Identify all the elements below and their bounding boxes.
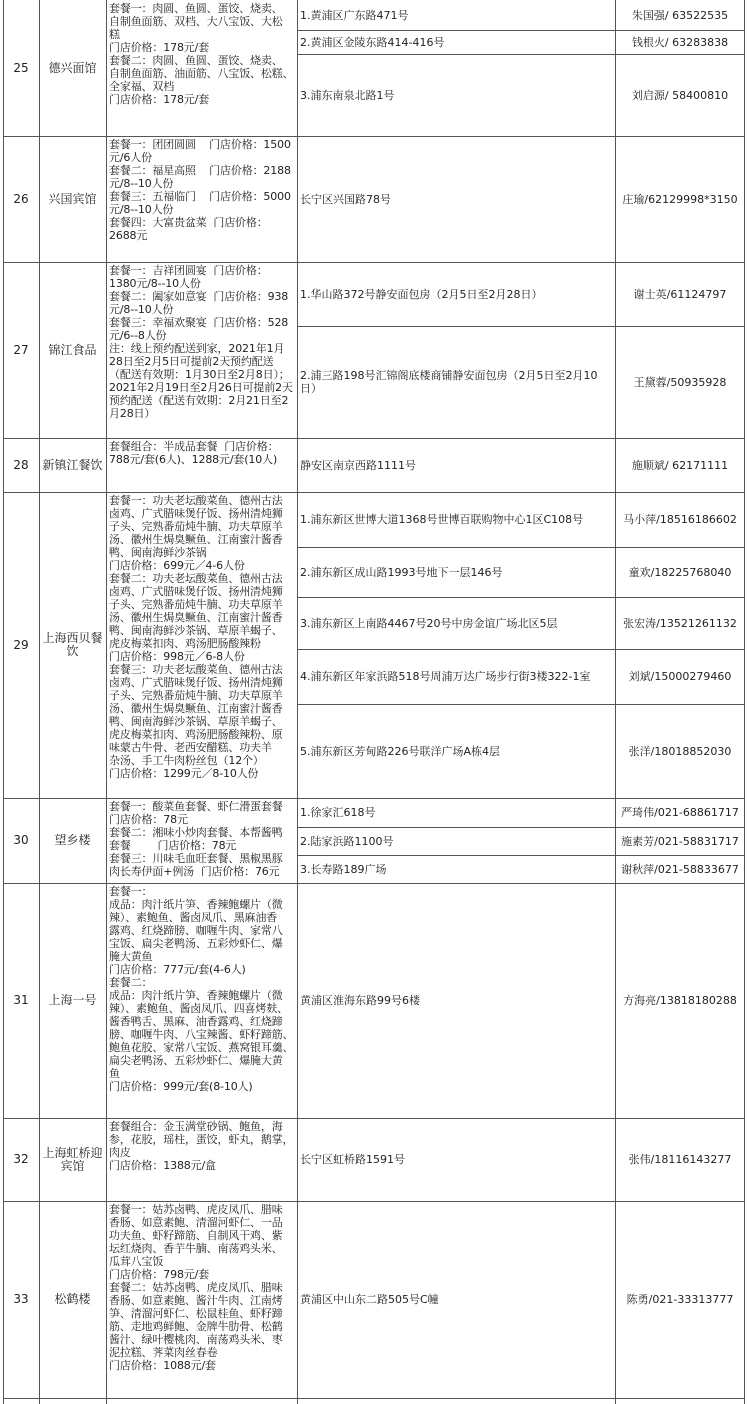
row-number: 26 [13, 191, 29, 206]
restaurant-name: 望乡楼 [54, 833, 91, 847]
restaurant-name: 上海西贝餐饮 [42, 631, 103, 658]
store-contact: 朱国强/ 63522535 [631, 8, 729, 22]
restaurant-name: 新镇江餐饮 [42, 457, 103, 472]
store-contact: 庄瑜/62129998*3150 [622, 192, 738, 206]
package-description: 套餐一：姑苏卤鸭、虎皮凤爪、腊味 香肠、如意素鲍、清溜河虾仁、一品 功夫鱼、虾籽蹄筋、自制风干鸡、紫 坛红烧肉、香芋牛腩、南荡鸡头米、 瓜茸八宝饭 门店价格：798元/套 套餐二：姑苏卤鸭、虎皮凤爪、腊味 香肠、如意素鲍、酱汁牛肉、江南烤 笋、清溜河虾仁、松鼠桂鱼、虾籽蹄 筋、走地鸡鲜鲍、金牌牛肋骨、松鹤 酱汁、绿叶樱桃肉、南荡鸡头米、枣 泥拉糕、荠菜肉丝春卷 门店价格：1088元/套 [109, 1203, 283, 1372]
store-contact: 谢士英/61124797 [633, 287, 727, 301]
store-address: 2.浦三路198号汇锦阁底楼商铺静安面包房（2月5日至2月10日） [300, 369, 598, 395]
store-contact: 钱根火/ 63283838 [631, 35, 729, 49]
restaurant-package-table [3, 0, 745, 1404]
store-address: 4.浦东新区年家浜路518号周浦万达广场步行街3楼322-1室 [300, 670, 591, 683]
restaurant-name: 上海虹桥迎宾馆 [42, 1145, 103, 1173]
store-contact: 谢秋萍/021-58833677 [621, 862, 739, 876]
row-number: 29 [13, 637, 29, 652]
store-contact: 刘斌/15000279460 [628, 670, 732, 683]
store-contact: 童欢/18225768040 [628, 565, 732, 579]
column-divider [615, 0, 616, 1404]
row-number: 27 [13, 342, 29, 357]
store-contact: 施顺斌/ 62171111 [631, 458, 729, 472]
row-divider [3, 492, 745, 493]
restaurant-name: 松鹤楼 [54, 1292, 91, 1306]
store-contact: 张洋/18018852030 [628, 744, 732, 758]
store-address: 5.浦东新区芳甸路226号联洋广场A栋4层 [300, 744, 501, 758]
row-number: 28 [13, 457, 29, 472]
row-divider [3, 262, 745, 263]
restaurant-name: 德兴面馆 [48, 60, 97, 75]
row-divider [3, 1398, 745, 1399]
store-address: 3.长寿路189广场 [300, 862, 387, 876]
row-number: 33 [13, 1292, 29, 1306]
store-contact: 王黛蓉/50935928 [633, 375, 727, 389]
store-address: 长宁区虹桥路1591号 [300, 1153, 405, 1166]
store-address: 黄浦区淮海东路99号6楼 [300, 994, 420, 1007]
row-divider [3, 1118, 745, 1119]
column-divider [297, 0, 298, 1404]
column-divider [744, 0, 745, 1404]
row-number: 25 [13, 60, 29, 75]
row-divider [3, 136, 745, 137]
row-number: 32 [13, 1152, 29, 1166]
row-number: 31 [13, 993, 29, 1007]
restaurant-name: 兴国宾馆 [48, 191, 97, 206]
restaurant-name: 上海一号 [48, 993, 97, 1007]
store-address: 1.黄浦区广东路471号 [300, 8, 409, 22]
row-divider [3, 438, 745, 439]
column-divider [39, 0, 40, 1404]
store-address: 3.浦东南泉北路1号 [300, 88, 395, 102]
store-contact: 陈勇/021-33313777 [626, 1293, 734, 1306]
package-description: 套餐一：吉祥团圆宴 门店价格： 1380元/8--10人份 套餐二：阖家如意宴 门店价格：938 元/8--10人份 套餐三：幸福欢聚宴 门店价格：528 元/6--8人份 注：线上预约配送到家，2021年1月 28日至2月5日可提前2天预约配送 （配送有效期：1月30日至2月8日）； 2021年2月19日至2月26日可提前2天 预约配送（配送有效期：2月21日至2 月28日） [109, 264, 293, 420]
column-divider [106, 0, 107, 1404]
store-contact: 方海亮/13818180288 [623, 994, 737, 1007]
store-address: 1.徐家汇618号 [300, 806, 376, 819]
store-address: 长宁区兴国路78号 [300, 192, 391, 206]
store-address: 2.陆家浜路1100号 [300, 834, 394, 848]
store-address: 黄浦区中山东二路505号C幢 [300, 1293, 439, 1306]
restaurant-name: 锦江食品 [48, 342, 97, 357]
store-contact: 张宏涛/13521261132 [623, 616, 737, 630]
store-contact: 刘启源/ 58400810 [631, 88, 729, 102]
package-description: 套餐一：团团圆圆 门店价格：1500 元/6人份 套餐二：福星高照 门店价格：2188 元/8--10人份 套餐三：五福临门 门店价格：5000 元/8--10人份 套餐四：大富贵盆菜 门店价格： 2688元 [109, 138, 291, 242]
row-number: 30 [13, 833, 29, 847]
row-divider [3, 798, 745, 799]
row-divider [3, 1201, 745, 1202]
store-address: 3.浦东新区上南路4467号20号中房金谊广场北区5层 [300, 616, 558, 630]
store-address: 1.华山路372号静安面包房（2月5日至2月28日） [300, 287, 543, 301]
package-description: 套餐组合：半成品套餐 门店价格： 788元/套(6人)、1288元/套(10人) [109, 440, 279, 466]
store-address: 静安区南京西路1111号 [300, 458, 416, 472]
row-divider [3, 883, 745, 884]
store-address: 1.浦东新区世博大道1368号世博百联购物中心1区C108号 [300, 513, 584, 526]
store-contact: 严琦伟/021-68861717 [621, 806, 739, 819]
store-address: 2.黄浦区金陵东路414-416号 [300, 35, 445, 49]
store-address: 2.浦东新区成山路1993号地下一层146号 [300, 565, 503, 579]
store-contact: 张伟/18116143277 [628, 1153, 732, 1166]
package-description: 套餐一： 成品：肉汁纸片笋、香辣鲍螺片（微 辣）、素鲍鱼、酱卤凤爪、黑麻油香 露鸡、红烧蹄膀、咖喱牛肉、家常八 宝饭、扁尖老鸭汤、五彩炒虾仁、爆 腌大黄鱼 门店价格：777元/套(4-6人) 套餐二： 成品：肉汁纸片笋、香辣鲍螺片（微 辣）、素鲍鱼、酱卤凤爪、四喜烤麸、 酱香鸭舌、黑麻、油香露鸡、红烧蹄 膀、咖喱牛肉、八宝辣酱、虾籽蹄筋、 鲍鱼花胶、家常八宝饭、燕窝银耳羹、 扁尖老鸭汤、五彩炒虾仁、爆腌大黄 鱼 门店价格：999元/套(8-10人) [109, 885, 294, 1093]
package-description: 套餐一：功夫老坛酸菜鱼、德州古法 卤鸡、广式腊味煲仔饭、扬州清炖狮 子头、完熟番茄炖牛腩、功夫草原羊 汤、徽州生焗臭鳜鱼、江南蜜汁酱香 鸭、闽南海鲜沙茶锅 门店价格：699元／4-6人份 套餐二：功夫老坛酸菜鱼、德州古法 卤鸡、广式腊味煲仔饭、扬州清炖狮 子头、完熟番茄炖牛腩、功夫草原羊 汤、徽州生焗臭鳜鱼、江南蜜汁酱香 鸭、闽南海鲜沙茶锅、草原羊蝎子、 虎皮梅菜扣肉、鸡汤肥肠酸辣粉 门店价格：998元／6-8人份 套餐三：功夫老坛酸菜鱼、德州古法 卤鸡、广式腊味煲仔饭、扬州清炖狮 子头、完熟番茄炖牛腩、功夫草原羊 汤、徽州生焗臭鳜鱼、江南蜜汁酱香 鸭、闽南海鲜沙茶锅、草原羊蝎子、 虎皮梅菜扣肉、鸡汤肥肠酸辣粉、原 味蒙古牛骨、老西安醋糕、功夫羊 杂汤、手工牛肉粉丝包（12个） 门店价格：1299元／8-10人份 [109, 494, 283, 780]
store-contact: 施素芳/021-58831717 [621, 834, 739, 848]
store-contact: 马小萍/18516186602 [623, 513, 737, 526]
column-divider [3, 0, 4, 1404]
package-description: 套餐组合：金玉满堂砂锅、鲍鱼，海 参，花胶，瑶柱，蛋饺，虾丸，鹅掌， 肉皮 门店价格：1388元/盒 [109, 1120, 294, 1172]
package-description: 套餐一：酸菜鱼套餐、虾仁滑蛋套餐 门店价格：78元 套餐二：湘味小炒肉套餐、本帮酱鸭 套餐 门店价格：78元 套餐三：川味毛血旺套餐、黑椒黑豚 肉长寿伊面+例汤 门店价格：76元 [109, 800, 283, 878]
package-description: 套餐一：肉圆、鱼圆、蛋饺、烧卖、 自制鱼面筋、双档、大八宝饭、大松 糕 门店价格：178元/套 套餐二：肉圆、鱼圆、蛋饺、烧卖、 自制鱼面筋、油面筋、八宝饭、松糕、 全家福、双档 门店价格：178元/套 [109, 2, 294, 106]
